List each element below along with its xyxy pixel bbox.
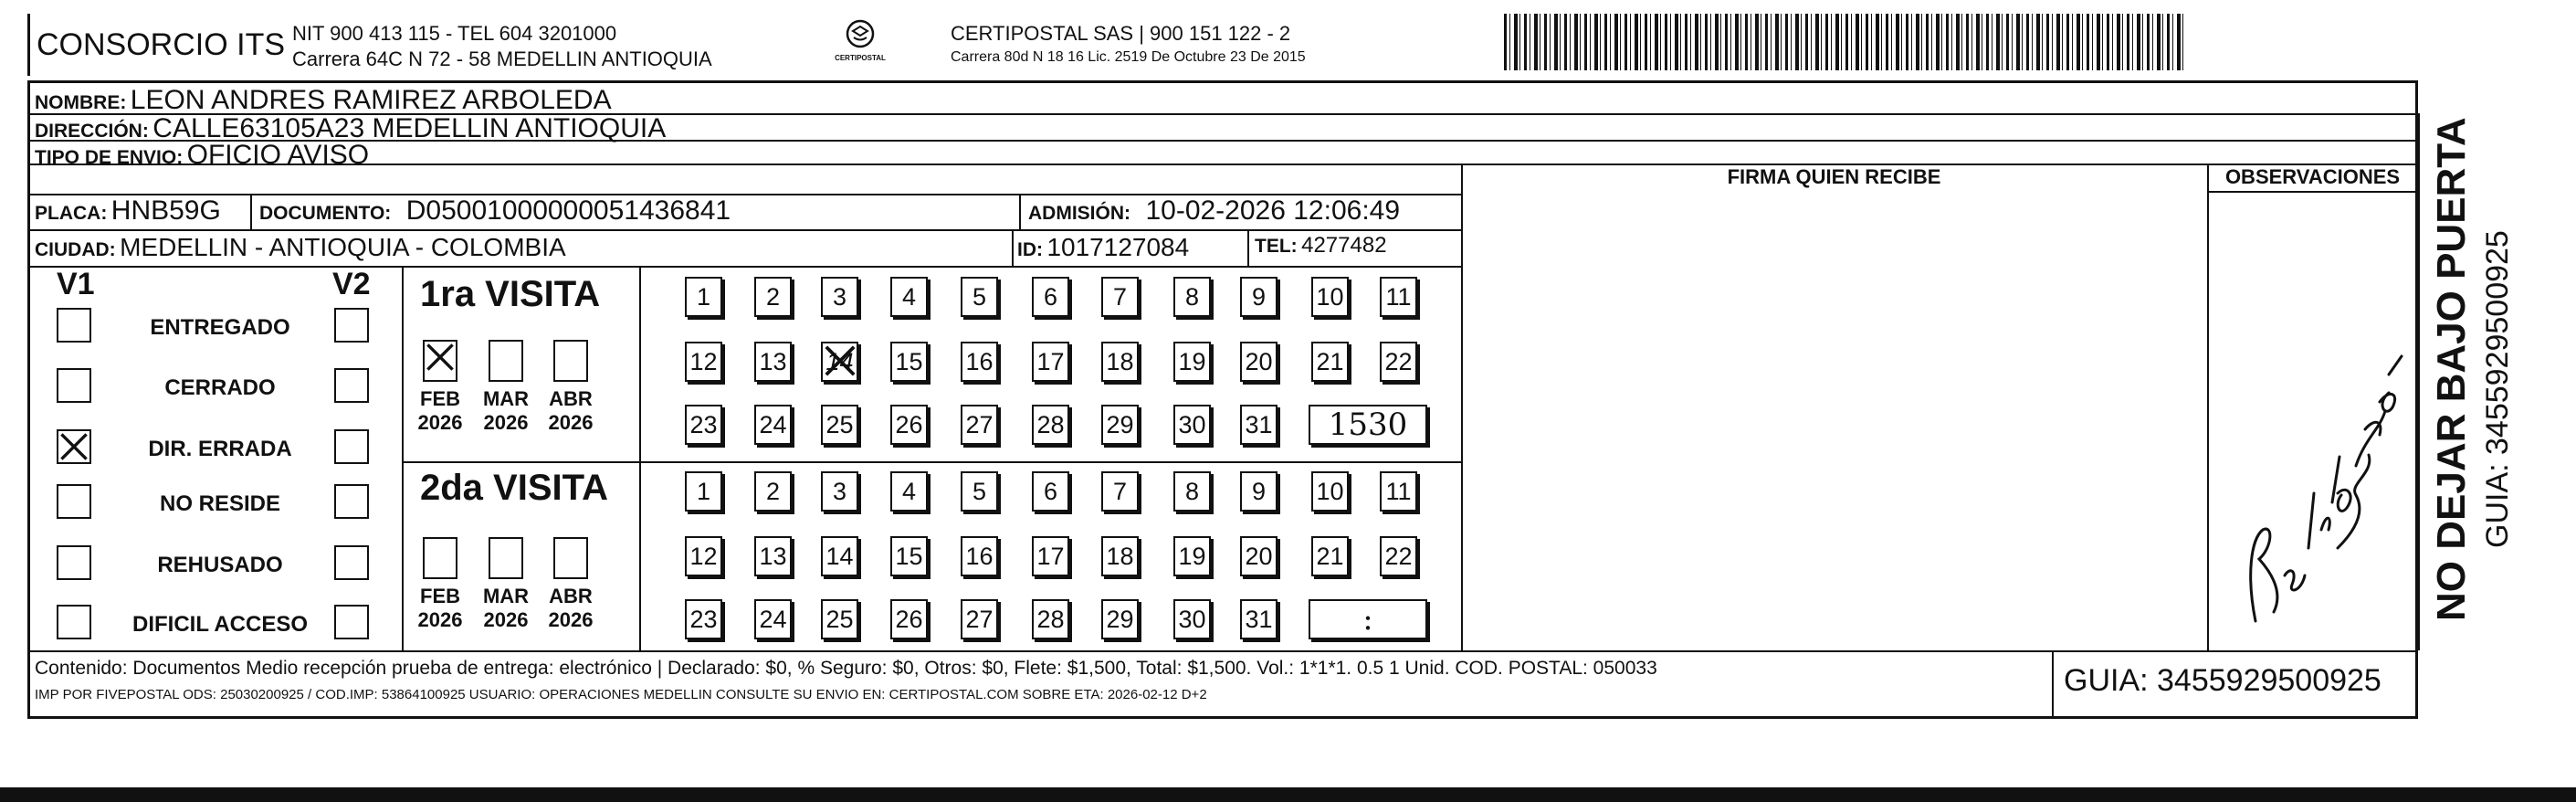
ciudad-value: MEDELLIN - ANTIOQUIA - COLOMBIA xyxy=(120,233,566,261)
day-box[interactable] xyxy=(890,536,928,576)
day-box[interactable] xyxy=(1240,599,1277,639)
day-box[interactable] xyxy=(1380,471,1417,512)
day-number: 14 xyxy=(825,348,854,375)
day-number: 4 xyxy=(901,478,917,505)
day-number: 30 xyxy=(1178,411,1206,438)
month-name: MAR xyxy=(482,387,530,410)
day-number: 1 xyxy=(696,478,711,505)
day-number: 19 xyxy=(1178,348,1206,375)
column-line xyxy=(2418,113,2420,650)
month-checkbox-abr[interactable] xyxy=(553,537,588,579)
footer-guia-line xyxy=(2052,650,2054,719)
handwritten-observation xyxy=(2219,301,2411,639)
day-box[interactable] xyxy=(754,342,792,382)
observaciones-header: OBSERVACIONES xyxy=(2224,165,2401,188)
day-box[interactable] xyxy=(961,599,998,639)
day-number: 27 xyxy=(965,606,994,633)
placa-row xyxy=(35,195,221,227)
day-number: 8 xyxy=(1184,283,1200,311)
courier-name: CERTIPOSTAL SAS | 900 151 122 - 2 xyxy=(951,22,1291,45)
logo-icon xyxy=(842,18,878,51)
v1-checkbox[interactable] xyxy=(57,368,91,403)
documento-value: D05001000000051436841 xyxy=(405,195,731,226)
placa-label: PLACA: xyxy=(35,203,108,224)
column-line xyxy=(250,194,252,229)
day-number: 20 xyxy=(1245,543,1273,570)
day-number: 31 xyxy=(1245,411,1273,438)
day-box[interactable] xyxy=(821,277,858,317)
day-number: 10 xyxy=(1316,478,1344,505)
day-number: 10 xyxy=(1316,283,1344,311)
day-number: 7 xyxy=(1112,283,1128,311)
day-number: 9 xyxy=(1251,283,1267,311)
day-number: 28 xyxy=(1036,411,1065,438)
v1-label: V1 xyxy=(57,267,95,301)
day-number: 25 xyxy=(825,606,854,633)
day-box[interactable] xyxy=(961,471,998,512)
day-box[interactable] xyxy=(890,471,928,512)
day-box[interactable] xyxy=(1311,342,1349,382)
v2-checkbox[interactable] xyxy=(334,308,369,343)
nombre-value: LEON ANDRES RAMIREZ ARBOLEDA xyxy=(130,85,612,115)
day-number: 7 xyxy=(1112,478,1128,505)
day-box[interactable] xyxy=(754,405,792,445)
day-box[interactable] xyxy=(685,277,722,317)
day-box[interactable] xyxy=(961,405,998,445)
check-x-icon xyxy=(58,431,89,462)
status-label: ENTREGADO xyxy=(150,315,290,340)
day-number: 11 xyxy=(1385,478,1412,505)
documento-row xyxy=(259,195,731,227)
day-box[interactable] xyxy=(1173,277,1211,317)
day-number: 26 xyxy=(895,606,923,633)
day-number: 6 xyxy=(1043,283,1058,311)
day-box[interactable] xyxy=(890,277,928,317)
header-left-border xyxy=(27,14,30,76)
handwriting-icon xyxy=(2219,301,2411,639)
row-line xyxy=(27,266,1461,268)
day-box[interactable] xyxy=(1240,405,1277,445)
day-box[interactable] xyxy=(685,599,722,639)
tel-label: TEL: xyxy=(1255,236,1298,257)
day-number: 21 xyxy=(1316,543,1344,570)
day-box[interactable] xyxy=(685,405,722,445)
footer-contenido: Contenido: Documentos Medio recepción prueba de entrega: electrónico | Declarado: $0, % Seguro: $0, Otros: $0, Flete: $1,500, Total: $1,500. Vol.: 1*1*1. 0.5 1 Unid. COD. POSTAL: 050033 xyxy=(35,658,1657,679)
day-number: 31 xyxy=(1245,606,1273,633)
month-year: 2026 xyxy=(548,608,594,631)
tel-value: 4277482 xyxy=(1301,233,1387,258)
day-number: 18 xyxy=(1106,348,1134,375)
month-year: 2026 xyxy=(483,608,529,631)
day-box[interactable] xyxy=(1101,342,1139,382)
month-label xyxy=(478,585,533,632)
month-checkbox-mar[interactable] xyxy=(489,340,523,382)
time-field[interactable]: : xyxy=(1309,599,1427,639)
day-box[interactable] xyxy=(1173,599,1211,639)
placa-value: HNB59G xyxy=(110,195,221,226)
day-box[interactable] xyxy=(754,471,792,512)
firma-header: FIRMA QUIEN RECIBE xyxy=(1727,165,1941,188)
direccion-value: CALLE63105A23 MEDELLIN ANTIOQUIA xyxy=(152,113,667,143)
day-number: 3 xyxy=(832,283,847,311)
v2-checkbox[interactable] xyxy=(334,605,369,639)
visit2-title: 2da VISITA xyxy=(420,468,608,508)
tipo-label: TIPO DE ENVIO: xyxy=(35,147,184,168)
footer-guia: GUIA: 3455929500925 xyxy=(2064,663,2381,698)
month-label xyxy=(543,585,598,632)
day-number: 12 xyxy=(689,348,718,375)
day-number: 22 xyxy=(1384,543,1413,570)
day-box[interactable] xyxy=(821,471,858,512)
day-number: 24 xyxy=(759,606,787,633)
day-number: 5 xyxy=(972,283,987,311)
column-line xyxy=(402,266,404,650)
day-box[interactable] xyxy=(1173,342,1211,382)
day-number: 9 xyxy=(1251,478,1267,505)
day-number: 23 xyxy=(689,606,718,633)
company-name: CONSORCIO ITS xyxy=(37,27,286,62)
day-box[interactable] xyxy=(754,599,792,639)
day-box[interactable] xyxy=(1240,471,1277,512)
day-box[interactable] xyxy=(821,342,858,382)
admision-row xyxy=(1028,195,1400,227)
status-label: NO RESIDE xyxy=(159,491,281,516)
side-notice: NO DEJAR BAJO PUERTA xyxy=(2429,117,2474,621)
day-number: 17 xyxy=(1036,543,1065,570)
day-box[interactable] xyxy=(890,599,928,639)
column-line xyxy=(1019,194,1021,229)
footer-top-line xyxy=(27,650,2418,652)
v2-checkbox[interactable] xyxy=(334,484,369,519)
day-number: 1 xyxy=(696,283,711,311)
day-box[interactable] xyxy=(685,342,722,382)
tipo-row xyxy=(35,140,369,171)
day-number: 16 xyxy=(965,348,994,375)
day-number: 21 xyxy=(1316,348,1344,375)
day-box[interactable] xyxy=(1032,536,1069,576)
day-number: 26 xyxy=(895,411,923,438)
certipostal-logo xyxy=(833,18,888,68)
admision-label: ADMISIÓN: xyxy=(1028,203,1130,224)
documento-label: DOCUMENTO: xyxy=(259,203,392,224)
column-line xyxy=(2207,164,2209,650)
tipo-value: OFICIO AVISO xyxy=(186,140,370,170)
day-number: 3 xyxy=(832,478,847,505)
nombre-row xyxy=(35,85,612,116)
month-year: 2026 xyxy=(417,411,463,434)
visit1-title: 1ra VISITA xyxy=(420,274,601,314)
day-number: 4 xyxy=(901,283,917,311)
day-box[interactable] xyxy=(754,536,792,576)
day-box[interactable] xyxy=(890,342,928,382)
day-number: 13 xyxy=(759,348,787,375)
day-box[interactable] xyxy=(1173,405,1211,445)
day-number: 2 xyxy=(765,478,781,505)
day-box[interactable] xyxy=(1173,536,1211,576)
check-x-icon xyxy=(823,343,857,378)
day-box[interactable] xyxy=(1032,342,1069,382)
month-name: ABR xyxy=(549,387,593,410)
month-year: 2026 xyxy=(417,608,463,631)
month-label xyxy=(413,585,468,632)
ciudad-row xyxy=(35,233,566,262)
month-label xyxy=(413,387,468,435)
month-name: FEB xyxy=(420,387,460,410)
day-number: 18 xyxy=(1106,543,1134,570)
id-label: ID: xyxy=(1017,239,1043,260)
day-number: 23 xyxy=(689,411,718,438)
v1-checkbox[interactable] xyxy=(57,308,91,343)
day-box[interactable] xyxy=(1380,342,1417,382)
month-label xyxy=(543,387,598,435)
row-line xyxy=(2207,191,2418,193)
day-number: 17 xyxy=(1036,348,1065,375)
day-box[interactable] xyxy=(1173,471,1211,512)
direccion-label: DIRECCIÓN: xyxy=(35,121,149,142)
month-name: FEB xyxy=(420,585,460,607)
v2-checkbox[interactable] xyxy=(334,368,369,403)
column-line xyxy=(1012,229,1014,266)
row-line xyxy=(27,229,1461,231)
barcode xyxy=(1504,14,2184,70)
day-number: 24 xyxy=(759,411,787,438)
day-number: 28 xyxy=(1036,606,1065,633)
day-number: 15 xyxy=(895,543,923,570)
footer-imp: IMP POR FIVEPOSTAL ODS: 25030200925 / COD.IMP: 53864100925 USUARIO: OPERACIONES MEDELLIN CONSULTE SU ENVIO EN: CERTIPOSTAL.COM SOBRE ETA: 2026-02-12 D+2 xyxy=(35,687,1207,702)
month-checkbox-mar[interactable] xyxy=(489,537,523,579)
day-number: 13 xyxy=(759,543,787,570)
v1-checkbox[interactable] xyxy=(57,605,91,639)
day-number: 25 xyxy=(825,411,854,438)
day-box[interactable] xyxy=(1311,536,1349,576)
day-box[interactable] xyxy=(1311,277,1349,317)
day-box[interactable] xyxy=(1032,471,1069,512)
month-checkbox-feb[interactable] xyxy=(423,340,457,382)
check-x-icon xyxy=(425,342,456,373)
day-box[interactable] xyxy=(1240,536,1277,576)
tel-row xyxy=(1255,233,1387,259)
day-box[interactable] xyxy=(961,536,998,576)
day-box[interactable] xyxy=(1101,405,1139,445)
month-name: ABR xyxy=(549,585,593,607)
day-box[interactable] xyxy=(821,405,858,445)
bottom-edge-bar xyxy=(0,787,2576,802)
month-checkbox-feb[interactable] xyxy=(423,537,457,579)
day-box[interactable] xyxy=(1101,277,1139,317)
day-number: 19 xyxy=(1178,543,1206,570)
nombre-label: NOMBRE: xyxy=(35,92,127,113)
day-box[interactable] xyxy=(685,536,722,576)
v1-checkbox[interactable] xyxy=(57,545,91,580)
v2-checkbox[interactable] xyxy=(334,429,369,464)
day-number: 2 xyxy=(765,283,781,311)
ciudad-label: CIUDAD: xyxy=(35,239,116,260)
day-number: 8 xyxy=(1184,478,1200,505)
day-box[interactable] xyxy=(754,277,792,317)
status-label: DIFICIL ACCESO xyxy=(131,612,308,637)
column-line xyxy=(1461,164,1463,650)
day-box[interactable] xyxy=(685,471,722,512)
day-number: 6 xyxy=(1043,478,1058,505)
day-box[interactable] xyxy=(1101,471,1139,512)
status-label: DIR. ERRADA xyxy=(148,437,292,461)
day-number: 14 xyxy=(825,543,854,570)
day-box[interactable] xyxy=(1032,599,1069,639)
day-box[interactable] xyxy=(1380,277,1417,317)
day-box[interactable] xyxy=(1101,536,1139,576)
day-number: 27 xyxy=(965,411,994,438)
logo-text: CERTIPOSTAL xyxy=(835,54,886,62)
day-box[interactable] xyxy=(821,536,858,576)
day-box[interactable] xyxy=(961,277,998,317)
v2-checkbox[interactable] xyxy=(334,545,369,580)
day-box[interactable] xyxy=(961,342,998,382)
visit-divider-line xyxy=(402,461,1461,463)
month-name: MAR xyxy=(482,585,530,607)
v1-checkbox[interactable] xyxy=(57,429,91,464)
day-number: 20 xyxy=(1245,348,1273,375)
day-box[interactable] xyxy=(821,599,858,639)
status-label: CERRADO xyxy=(164,375,276,400)
day-number: 12 xyxy=(689,543,718,570)
company-nit: NIT 900 413 115 - TEL 604 3201000 xyxy=(292,22,617,45)
day-box[interactable] xyxy=(1101,599,1139,639)
day-number: 16 xyxy=(965,543,994,570)
day-box[interactable] xyxy=(890,405,928,445)
month-label xyxy=(478,387,533,435)
day-number: 5 xyxy=(972,478,987,505)
day-number: 22 xyxy=(1384,348,1413,375)
day-box[interactable] xyxy=(1240,342,1277,382)
id-row xyxy=(1017,233,1189,262)
month-checkbox-abr[interactable] xyxy=(553,340,588,382)
id-value: 1017127084 xyxy=(1046,233,1190,261)
day-box[interactable] xyxy=(1311,471,1349,512)
company-address: Carrera 64C N 72 - 58 MEDELLIN ANTIOQUIA xyxy=(292,47,712,70)
day-box[interactable] xyxy=(1032,405,1069,445)
day-box[interactable] xyxy=(1380,536,1417,576)
status-label: REHUSADO xyxy=(157,553,283,577)
side-guia: GUIA: 3455929500925 xyxy=(2480,230,2515,548)
day-box[interactable] xyxy=(1240,277,1277,317)
courier-address: Carrera 80d N 18 16 Lic. 2519 De Octubre 23 De 2015 xyxy=(951,49,1306,65)
month-year: 2026 xyxy=(483,411,529,434)
day-box[interactable] xyxy=(1032,277,1069,317)
day-number: 30 xyxy=(1178,606,1206,633)
time-field[interactable]: 1530 xyxy=(1309,405,1427,445)
column-line xyxy=(639,266,641,650)
admision-value: 10-02-2026 12:06:49 xyxy=(1145,195,1401,226)
day-number: 15 xyxy=(895,348,923,375)
day-number: 11 xyxy=(1385,283,1412,311)
month-year: 2026 xyxy=(548,411,594,434)
v1-checkbox[interactable] xyxy=(57,484,91,519)
day-number: 29 xyxy=(1106,411,1134,438)
column-line xyxy=(1247,229,1249,266)
v2-label: V2 xyxy=(332,267,371,301)
day-number: 29 xyxy=(1106,606,1134,633)
